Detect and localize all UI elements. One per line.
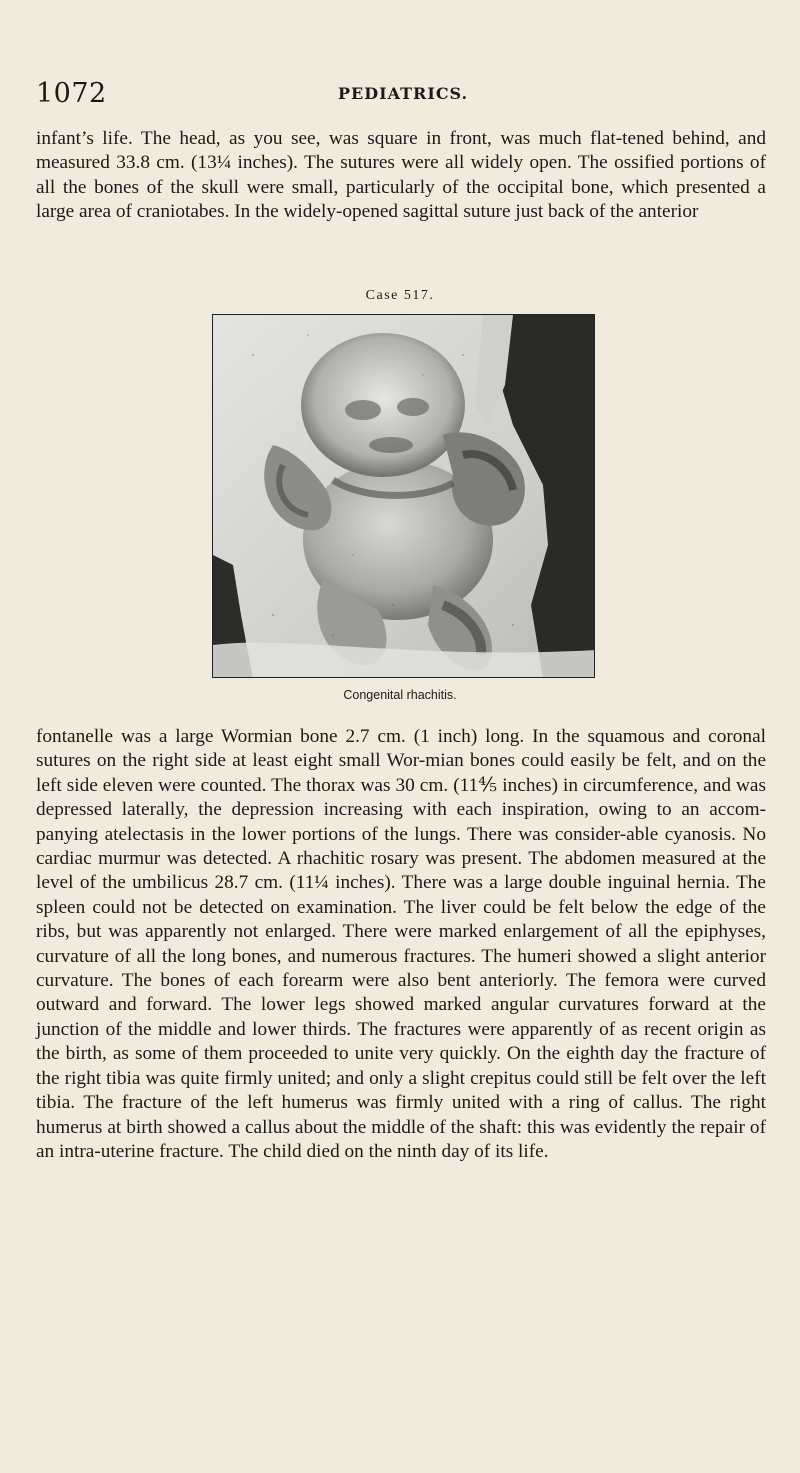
running-head [36, 78, 766, 112]
page-number: 1072 [36, 78, 107, 109]
figure-caption: Congenital rhachitis. [343, 688, 457, 702]
section-title: PEDIATRICS. [338, 84, 469, 103]
figure-label: Case 517. [365, 288, 435, 303]
body-paragraph-top: infant’s life. The head, as you see, was square in front, was much flat-tened behind, and measured 33.8 cm. (13¼ inches). The sutures were all widely open. The ossified portions of all the bones of the skull were small, particularly of the occipital bone, which presented a large area of craniotabes. In the widely-opened sagittal suture just back of the anterior [36, 128, 766, 223]
figure-photograph [212, 314, 595, 678]
infant-photograph-image [213, 315, 595, 678]
body-paragraph-bottom: fontanelle was a large Wormian bone 2.7 cm. (1 inch) long. In the squamous and coronal sutures on the right side at least eight small Wor-mian bones could easily be felt, and on the left side eleven were counted. The thorax was 30 cm. (11⅘ inches) in circumference, and was depressed laterally, the depression increasing with each inspiration, owing to an accom-panying atelectasis in the lower portions of the lungs. There was consider-able cyanosis. No cardiac murmur was detected. A rhachitic rosary was present. The abdomen measured at the level of the umbilicus 28.7 cm. (11¼ inches). There was a large double inguinal hernia. The spleen could not be detected on examination. The liver could be felt below the edge of the ribs, but was apparently not enlarged. There were marked enlargement of all the epiphyses, curvature of all the long bones, and numerous fractures. The humeri showed a slight anterior curvature. The bones of each forearm were also bent anteriorly. The femora were curved outward and forward. The lower legs showed marked angular curvatures forward at the junction of the middle and lower thirds. The fractures were apparently of as recent origin as the birth, as some of them proceeded to unite very quickly. On the eighth day the fracture of the right tibia was quite firmly united; and only a slight crepitus could still be felt over the left tibia. The fracture of the left humerus was firmly united with a ring of callus. The right humerus at birth showed a callus about the middle of the shaft: this was evidently the repair of an intra-uterine fracture. The child died on the ninth day of its life. [36, 726, 766, 1162]
